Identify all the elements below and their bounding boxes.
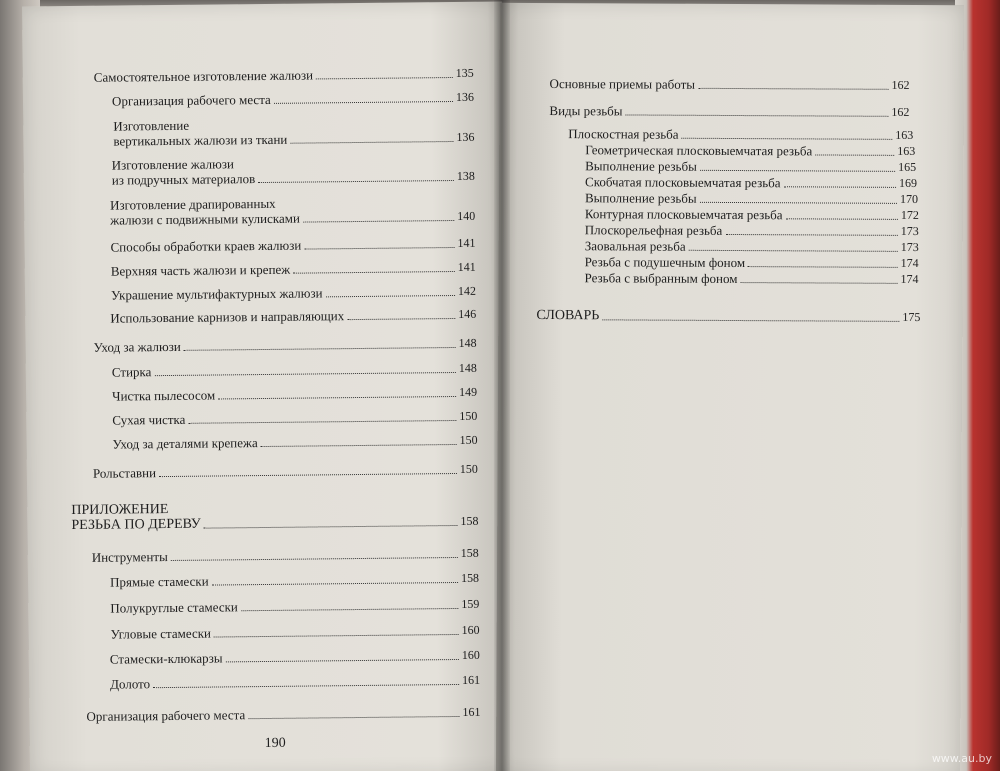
toc-page-number: 162 — [891, 77, 910, 92]
toc-entry-title: Геометрическая плосковыемчатая резьба — [585, 142, 813, 159]
toc-entry — [94, 66, 474, 85]
toc-page-number: 173 — [900, 223, 919, 238]
toc-entry-title: Скобчатая плосковыемчатая резьба — [585, 174, 781, 191]
toc-entry — [112, 409, 477, 428]
toc-page-number: 172 — [900, 207, 919, 222]
toc-entry-title: Прямые стамески — [109, 573, 209, 590]
toc-entry-title: Долото — [110, 676, 151, 692]
toc-page-number: 162 — [891, 104, 910, 119]
toc-entry-title: Выполнение резьбы — [584, 190, 697, 206]
toc-entry — [112, 90, 474, 109]
toc-entry — [585, 206, 919, 223]
toc-entry-title: Плоскостная резьба — [568, 126, 679, 142]
toc-entry — [549, 103, 909, 120]
toc-page-number: 174 — [900, 255, 919, 270]
dot-leader — [682, 138, 893, 140]
toc-entry-title: Уход за деталями крепежа — [112, 435, 258, 452]
toc-entry — [585, 254, 919, 271]
toc-page-number: 161 — [462, 704, 481, 719]
toc-entry-title: РЕЗЬБА ПО ДЕРЕВУ — [71, 516, 201, 534]
dot-leader — [159, 473, 457, 477]
toc-page-number: 175 — [902, 309, 921, 324]
toc-entry-title: жалюзи с подвижными кулисками — [110, 210, 301, 228]
toc-page-number: 136 — [455, 89, 475, 104]
toc-entry-title-line: Изготовление драпированных — [110, 195, 276, 213]
toc-entry-title: Заовальная резьба — [584, 238, 686, 254]
toc-entry — [111, 260, 476, 279]
dot-leader — [698, 88, 889, 90]
toc-page-number: 159 — [461, 596, 480, 611]
toc-entry — [112, 154, 475, 188]
toc-page-number: 163 — [895, 127, 914, 142]
dot-leader — [248, 716, 459, 719]
toc-entry — [92, 546, 479, 565]
toc-page-number: 149 — [459, 384, 478, 399]
toc-page-number: 160 — [461, 647, 480, 662]
toc-page-number: 165 — [898, 159, 917, 174]
dot-leader — [153, 684, 459, 688]
dot-leader — [625, 114, 888, 116]
toc-entry-title: Организация рабочего места — [86, 707, 246, 724]
toc-entry-title: Чистка пылесосом — [112, 387, 216, 404]
toc-entry — [93, 462, 478, 481]
toc-entry-title: Самостоятельное изготовление жалюзи — [93, 67, 314, 85]
right-toc — [496, 3, 964, 771]
toc-entry — [585, 142, 915, 159]
toc-entry-title: Верхняя часть жалюзи и крепеж — [110, 261, 291, 279]
toc-entry-title: Плоскорельефная резьба — [584, 222, 723, 238]
toc-page-number: 138 — [456, 168, 475, 183]
dot-leader — [154, 372, 455, 376]
dot-leader — [212, 582, 458, 586]
toc-page-number: 150 — [459, 432, 478, 447]
toc-entry — [94, 336, 477, 355]
toc-entry-title: из подручных материалов — [111, 171, 256, 188]
toc-page-number: 142 — [457, 283, 477, 298]
toc-entry-title: Инструменты — [91, 549, 168, 565]
toc-page-number: 148 — [458, 360, 477, 375]
toc-page-number: 141 — [457, 235, 476, 250]
toc-entry — [110, 236, 475, 255]
toc-page-number: 173 — [900, 239, 919, 254]
toc-entry-title: Угловые стамески — [110, 625, 212, 642]
toc-entry — [585, 238, 919, 255]
toc-page-number: 174 — [900, 271, 919, 286]
toc-entry-title: Виды резьбы — [549, 103, 623, 119]
toc-entry — [585, 158, 916, 175]
dot-leader — [689, 250, 898, 252]
toc-entry — [550, 76, 910, 93]
toc-entry — [110, 571, 479, 590]
dot-leader — [303, 220, 454, 223]
dot-leader — [602, 319, 899, 322]
toc-page-number: 148 — [458, 335, 477, 350]
toc-page-number: 158 — [460, 570, 480, 585]
toc-entry — [111, 623, 480, 642]
watermark: www.au.by — [931, 752, 992, 765]
toc-entry-title-line: Изготовление — [113, 117, 190, 134]
toc-entry — [585, 222, 919, 239]
toc-entry-title: Полукруглые стамески — [110, 599, 238, 616]
toc-page-number: 146 — [458, 306, 477, 321]
toc-entry-title: Уход за жалюзи — [93, 338, 181, 355]
dot-leader — [261, 444, 457, 447]
toc-entry-title: Способы обработки краев жалюзи — [110, 237, 302, 255]
dot-leader — [274, 101, 453, 104]
toc-page-number: 169 — [899, 175, 918, 190]
toc-entry — [585, 190, 918, 207]
toc-entry-title: СЛОВАРЬ — [536, 307, 600, 324]
dot-leader — [700, 170, 895, 172]
toc-page-number: 163 — [897, 143, 916, 158]
toc-page-number: 140 — [457, 208, 476, 223]
toc-entry — [112, 385, 477, 404]
toc-page-number: 135 — [455, 65, 474, 80]
dot-leader — [740, 282, 897, 284]
toc-page-number: 160 — [461, 622, 480, 637]
toc-entry-title: Организация рабочего места — [111, 91, 271, 109]
dot-leader — [700, 202, 897, 204]
toc-entry — [86, 705, 480, 724]
left-page — [22, 1, 510, 771]
dot-leader — [304, 247, 454, 250]
right-page — [496, 3, 964, 771]
dot-leader — [748, 266, 898, 268]
toc-entry-title: Использование карнизов и направляющих — [110, 308, 345, 326]
toc-entry-title: Основные приемы работы — [549, 76, 696, 92]
toc-entry-title: Резьба с выбранным фоном — [584, 270, 738, 287]
toc-entry-title: Рольставни — [92, 465, 157, 481]
toc-entry — [585, 270, 919, 287]
toc-entry-title-line: ПРИЛОЖЕНИЕ — [71, 502, 169, 519]
dot-leader — [258, 180, 454, 183]
toc-page-number: 150 — [459, 408, 478, 423]
toc-entry — [110, 648, 480, 667]
toc-entry-title: Контурная плосковыемчатая резьба — [584, 206, 783, 223]
toc-entry — [110, 307, 476, 326]
book-gutter — [494, 0, 510, 771]
toc-entry — [113, 433, 478, 452]
toc-entry-title-line: Изготовление жалюзи — [111, 156, 234, 173]
toc-entry-title: Резьба с подушечным фоном — [584, 254, 746, 271]
toc-entry — [585, 174, 917, 191]
toc-page-number: 136 — [456, 129, 475, 144]
toc-page-number: 170 — [899, 191, 919, 206]
dot-leader — [204, 525, 458, 529]
dot-leader — [184, 347, 456, 351]
toc-entry — [113, 115, 474, 149]
dot-leader — [188, 420, 456, 424]
toc-entry-title: Выполнение резьбы — [585, 158, 697, 174]
toc-entry — [110, 597, 479, 616]
toc-page-number: 158 — [460, 513, 479, 528]
toc-entry-title: Украшение мультифактурных жалюзи — [110, 285, 323, 303]
toc-entry — [110, 673, 480, 692]
dot-leader — [214, 634, 459, 638]
toc-page-number: 150 — [459, 461, 478, 476]
dot-leader — [290, 141, 453, 144]
dot-leader — [786, 218, 898, 220]
dot-leader — [347, 318, 455, 320]
dot-leader — [218, 396, 456, 399]
dot-leader — [226, 659, 459, 662]
toc-entry-title: вертикальных жалюзи из ткани — [113, 131, 288, 149]
dot-leader — [725, 234, 898, 236]
toc-entry-title: Стирка — [111, 364, 152, 380]
dot-leader — [326, 295, 455, 297]
dot-leader — [293, 271, 455, 274]
toc-entry — [110, 194, 475, 228]
toc-page-number: 161 — [462, 672, 481, 687]
toc-entry — [71, 499, 478, 533]
toc-page-number: 158 — [460, 545, 479, 560]
dot-leader — [241, 608, 458, 611]
toc-page-number: 141 — [457, 259, 476, 274]
toc-entry — [568, 126, 913, 143]
left-toc — [22, 1, 510, 771]
dot-leader — [815, 154, 894, 155]
toc-entry-title: Стамески-клюкарзы — [109, 650, 223, 667]
toc-entry — [536, 308, 920, 325]
dot-leader — [316, 77, 453, 79]
toc-entry — [112, 361, 477, 380]
dot-leader — [784, 186, 896, 188]
page-folio: 190 — [264, 735, 286, 752]
toc-entry-title: Сухая чистка — [112, 411, 186, 428]
dot-leader — [171, 557, 458, 561]
toc-entry — [111, 284, 476, 303]
